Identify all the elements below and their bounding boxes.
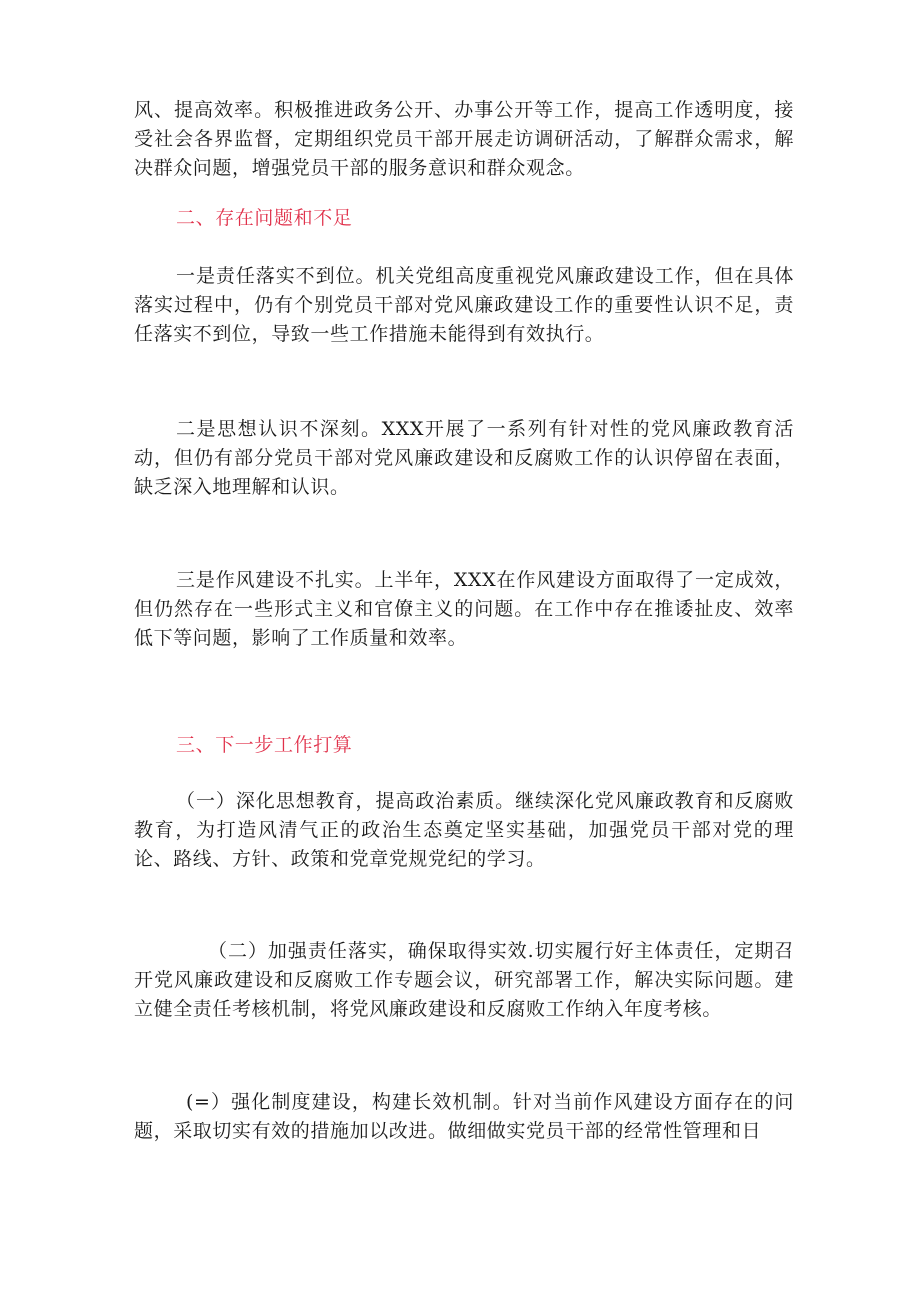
paragraph-intro-continuation: 风、提高效率。积极推进政务公开、办事公开等工作，提高工作透明度，接受社会各界监督，定期组织党员干部开展走访调研活动，了解群众需求，解决群众问题，增强党员干部的服务意识和群众观念。	[134, 99, 794, 179]
section-heading-problems: 二、存在问题和不足	[176, 207, 353, 229]
paragraph-step-one: （一）深化思想教育，提高政治素质。继续深化党风廉政教育和反腐败教育，为打造风清气正的政治生态奠定坚实基础，加强党员干部对党的理论、路线、方针、政策和党章党规党纪的学习。	[134, 790, 794, 870]
paragraph-work-style: 三是作风建设不扎实。上半年，XXX在作风建设方面取得了一定成效，但仍然存在一些形式主义和官僚主义的问题。在工作中存在推诿扯皮、效率低下等问题，影响了工作质量和效率。	[134, 569, 794, 649]
section-heading-next-steps: 三、下一步工作打算	[176, 734, 353, 756]
paragraph-responsibility: 一是责任落实不到位。机关党组高度重视党风廉政建设工作，但在具体落实过程中，仍有个别党员干部对党风廉政建设工作的重要性认识不足，责任落实不到位，导致一些工作措施未能得到有效执行。	[134, 265, 794, 345]
paragraph-ideology: 二是思想认识不深刻。XXX开展了一系列有针对性的党风廉政教育活动，但仍有部分党员干部对党风廉政建设和反腐败工作的认识停留在表面，缺乏深入地理解和认识。	[134, 418, 794, 498]
paragraph-step-three: (=）强化制度建设，构建长效机制。针对当前作风建设方面存在的问题，采取切实有效的措施加以改进。做细做实党员干部的经常性管理和日	[134, 1091, 794, 1142]
paragraph-step-two: （二）加强责任落实，确保取得实效.切实履行好主体责任，定期召开党风廉政建设和反腐败工作专题会议，研究部署工作，解决实际问题。建立健全责任考核机制，将党风廉政建设和反腐败工作纳入年度考核。	[134, 940, 794, 1020]
